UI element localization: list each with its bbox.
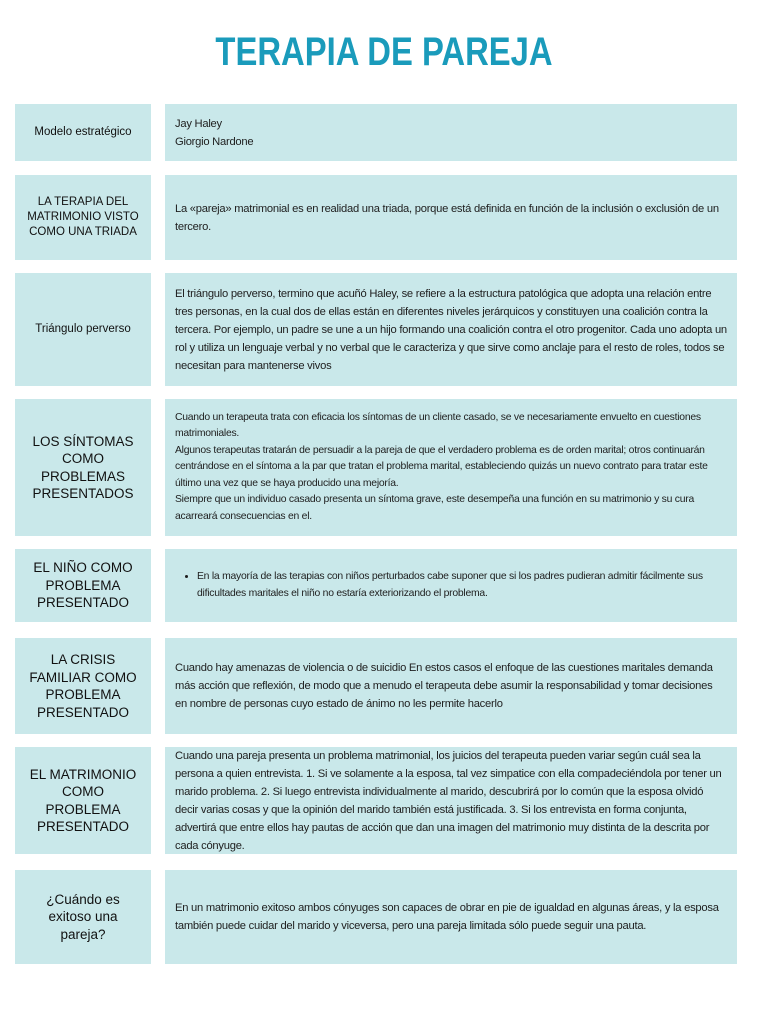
table-row-modelo [15, 104, 737, 161]
row-content [165, 638, 737, 734]
row-label: LA CRISIS FAMILIAR COMO PROBLEMA PRESENTADO [15, 638, 151, 734]
row-label: LOS SÍNTOMAS COMO PROBLEMAS PRESENTADOS [15, 399, 151, 536]
row-text: La «pareja» matrimonial es en realidad una triada, porque está definida en función de la inclusión o exclusión de un tercero. [175, 202, 719, 233]
row-text: Cuando una pareja presenta un problema matrimonial, los juicios del terapeuta pueden variar según cuál sea la persona a quien entrevista. 1. Si ve solamente a la esposa, tal vez simpatice con ella compadeciéndola por tener un marido problema. 2. Si luego entrevista individualmente al marido, descubrirá por lo común que la esposa olvidó decir varias cosas y que la opinión del marido también está justificada. 3. Si los entrevista en forma conjunta, advertirá que entre ellos hay pautas de acción que dan una imagen del matrimonio muy distinta de la descrita por cada cónyuge. [175, 749, 722, 852]
row-content [165, 175, 737, 260]
row-content [165, 549, 737, 622]
row-label: EL MATRIMONIO COMO PROBLEMA PRESENTADO [15, 747, 151, 854]
table-row-crisis [15, 638, 737, 734]
row-label: ¿Cuándo es exitoso una pareja? [15, 870, 151, 964]
paragraph: Cuando un terapeuta trata con eficacia los síntomas de un cliente casado, se ve necesariamente envuelto en cuestiones matrimoniales. [175, 411, 701, 440]
paragraph: Algunos terapeutas tratarán de persuadir a la pareja de que el verdadero problema es de orden marital; otros continuarán centrándose en el síntoma a la par que tratan el problema marital, estableciendo quizás un nuevo contrato para tratar este último una vez que se haya producido una mejoría. [175, 444, 708, 489]
table-row-matrimonio [15, 747, 737, 854]
row-text: El triángulo perverso, termino que acuñó Haley, se refiere a la estructura patológica que adopta una relación entre tres personas, en la cual dos de ellas están en diferentes niveles jerárquicos y constituyen una coalición contra la tercera. Por ejemplo, un padre se une a un hijo formando una coalición contra el otro progenitor. Cada uno adopta un rol y utiliza un lenguaje verbal y no verbal que le caracteriza y que sirve como anclaje para el resto de roles, todos se necesitan para mantenerse vivos [175, 287, 727, 372]
table-row-triangulo [15, 273, 737, 386]
row-content [165, 399, 737, 536]
table-row-exitoso [15, 870, 737, 964]
row-content [165, 747, 737, 854]
author-name: Giorgio Nardone [175, 135, 254, 148]
row-label: EL NIÑO COMO PROBLEMA PRESENTADO [15, 549, 151, 622]
row-text: En un matrimonio exitoso ambos cónyuges son capaces de obrar en pie de igualdad en algunas áreas, y la esposa también puede cuidar del marido y viceversa, pero una pareja limitada sólo puede seguir una pauta. [175, 902, 719, 932]
table-row-sintomas [15, 399, 737, 536]
row-content [165, 104, 737, 161]
bullet-list [175, 569, 727, 602]
list-item: • En la mayoría de las terapias con niños perturbados cabe suponer que si los padres pudieran admitir fácilmente sus dificultades maritales el niño no estaría exteriorizando el problema. [197, 569, 727, 602]
page-title: TERAPIA DE PAREJA [215, 30, 553, 74]
row-content [165, 870, 737, 964]
row-label: LA TERAPIA DEL MATRIMONIO VISTO COMO UNA TRIADA [15, 175, 151, 260]
author-name: Jay Haley [175, 117, 222, 130]
row-label: Triángulo perverso [15, 273, 151, 386]
table-row-nino [15, 549, 737, 622]
row-text: Cuando hay amenazas de violencia o de suicidio En estos casos el enfoque de las cuestiones maritales demanda más acción que reflexión, de modo que a menudo el terapeuta debe asumir la responsabilidad y tomar decisiones en nombre de personas cuyo estado de ánimo no les permite hacerlo [175, 662, 713, 710]
table-row-triada [15, 175, 737, 260]
paragraph: Siempre que un individuo casado presenta un síntoma grave, este desempeña una función en su matrimonio y su cura acarreará consecuencias en el. [175, 494, 694, 522]
row-content [165, 273, 737, 386]
row-label: Modelo estratégico [15, 104, 151, 161]
